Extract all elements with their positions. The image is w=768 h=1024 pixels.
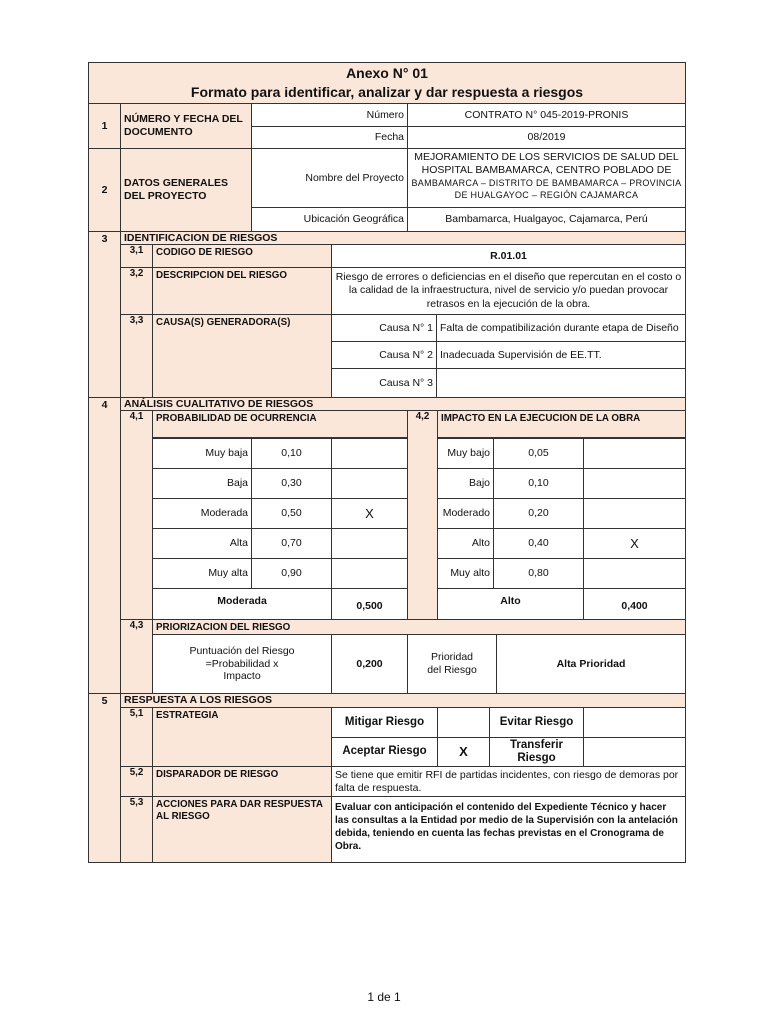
imp-result-label: Alto xyxy=(437,588,584,620)
imp-level-mark xyxy=(583,498,686,529)
imp-level-value: 0,20 xyxy=(493,498,584,529)
page-number: 1 de 1 xyxy=(367,990,401,1004)
puntuacion-value: 0,200 xyxy=(331,634,408,694)
cause-3-value xyxy=(436,368,686,398)
cause-2-value: Inadecuada Supervisión de EE.TT. xyxy=(436,341,686,369)
prob-level-value: 0,90 xyxy=(251,558,332,589)
i42-label: IMPACTO EN LA EJECUCION DE LA OBRA xyxy=(437,410,686,438)
imp-level-value: 0,40 xyxy=(493,528,584,559)
mitigar-option: Mitigar Riesgo xyxy=(331,707,438,738)
prob-level-value: 0,50 xyxy=(251,498,332,529)
numero-value: CONTRATO N° 045-2019-PRONIS xyxy=(407,103,686,127)
imp-level-value: 0,05 xyxy=(493,438,584,469)
prob-result-label: Moderada xyxy=(152,588,332,620)
form-title: Formato para identificar, analizar y dar respuesta a riesgos xyxy=(190,83,584,100)
puntuacion-line-3: Impacto xyxy=(223,670,261,683)
ubicacion-value: Bambamarca, Hualgayoc, Cajamarca, Perú xyxy=(407,207,686,232)
fecha-label: Fecha xyxy=(251,126,408,149)
r51-label: ESTRATEGIA xyxy=(152,707,332,767)
prob-level-mark xyxy=(331,438,408,469)
imp-level-label: Muy bajo xyxy=(437,438,494,469)
imp-level-value: 0,80 xyxy=(493,558,584,589)
section-3-number: 3 xyxy=(88,231,121,398)
section-4-number: 4 xyxy=(88,397,121,694)
r52-number: 5,2 xyxy=(120,766,153,797)
prob-level-mark xyxy=(331,558,408,589)
evitar-option: Evitar Riesgo xyxy=(489,707,584,738)
p41-label: PROBABILIDAD DE OCURRENCIA xyxy=(152,410,408,438)
section-1-label: NÚMERO Y FECHA DEL DOCUMENTO xyxy=(120,103,252,149)
nombre-proyecto-line-2: BAMBAMARCA – DISTRITO DE BAMBAMARCA – PROVINCIA DE HUALGAYOC – REGIÓN CAJAMARCA xyxy=(411,178,682,201)
numero-label: Número xyxy=(251,103,408,127)
prob-level-mark xyxy=(331,528,408,559)
imp-level-label: Alto xyxy=(437,528,494,559)
cause-1-label: Causa N° 1 xyxy=(331,314,437,342)
transferir-option: Transferir Riesgo xyxy=(489,737,584,767)
i42-number: 4,2 xyxy=(407,410,438,620)
prioridad-label xyxy=(407,634,497,694)
section-3-label: IDENTIFICACION DE RIESGOS xyxy=(120,231,686,245)
prob-level-value: 0,30 xyxy=(251,468,332,499)
imp-level-mark xyxy=(583,438,686,469)
prob-level-label: Baja xyxy=(152,468,252,499)
prioridad-line-2: del Riesgo xyxy=(427,664,477,676)
section-4-label: ANÁLISIS CUALITATIVO DE RIESGOS xyxy=(120,397,686,411)
acciones-value: Evaluar con anticipación el contenido del Expediente Técnico y hacer las consultas a la Entidad por medio de la Supervisión con la antelación debida, teniendo en cuenta las fechas previstas en el Cronograma de Obra. xyxy=(331,796,686,863)
risk-code-value: R.01.01 xyxy=(331,244,686,268)
prob-level-value: 0,70 xyxy=(251,528,332,559)
prob-level-label: Muy baja xyxy=(152,438,252,469)
nombre-proyecto-value xyxy=(407,148,686,208)
r51-number: 5,1 xyxy=(120,707,153,767)
r33-label: CAUSA(S) GENERADORA(S) xyxy=(152,314,332,398)
fecha-value: 08/2019 xyxy=(407,126,686,149)
prob-level-label: Muy alta xyxy=(152,558,252,589)
r33-number: 3,3 xyxy=(120,314,153,398)
section-2-number: 2 xyxy=(88,148,121,232)
cause-3-label: Causa N° 3 xyxy=(331,368,437,398)
section-1-number: 1 xyxy=(88,103,121,149)
imp-level-label: Moderado xyxy=(437,498,494,529)
risk-description-value: Riesgo de errores o deficiencias en el diseño que repercutan en el costo o la calidad de la infraestructura, nivel de servicio y/o puedan provocar retrasos en la ejecución de la obra. xyxy=(331,267,686,315)
r52-label: DISPARADOR DE RIESGO xyxy=(152,766,332,797)
imp-level-mark xyxy=(583,558,686,589)
r43-label: PRIORIZACION DEL RIESGO xyxy=(152,619,686,635)
aceptar-option: Aceptar Riesgo xyxy=(331,737,438,767)
prioridad-value: Alta Prioridad xyxy=(496,634,686,694)
section-5-label: RESPUESTA A LOS RIESGOS xyxy=(120,693,686,708)
r53-label: ACCIONES PARA DAR RESPUESTA AL RIESGO xyxy=(152,796,332,863)
cause-2-label: Causa N° 2 xyxy=(331,341,437,369)
puntuacion-line-1: Puntuación del Riesgo xyxy=(189,645,295,658)
prob-level-mark: X xyxy=(331,498,408,529)
section-5-number: 5 xyxy=(88,693,121,863)
section-2-label: DATOS GENERALES DEL PROYECTO xyxy=(120,148,252,232)
prob-result-value: 0,500 xyxy=(331,588,408,620)
r31-number: 3,1 xyxy=(120,244,153,268)
prob-level-label: Moderada xyxy=(152,498,252,529)
nombre-proyecto-line-1: MEJORAMIENTO DE LOS SERVICIOS DE SALUD DEL HOSPITAL BAMBAMARCA, CENTRO POBLADO DE xyxy=(414,151,679,177)
mitigar-mark xyxy=(437,707,490,738)
imp-level-value: 0,10 xyxy=(493,468,584,499)
r43-number: 4,3 xyxy=(120,619,153,694)
prob-level-mark xyxy=(331,468,408,499)
annex-title: Anexo N° 01 xyxy=(346,64,428,81)
imp-level-mark xyxy=(583,468,686,499)
r31-label: CODIGO DE RIESGO xyxy=(152,244,332,268)
aceptar-mark: X xyxy=(437,737,490,767)
evitar-mark xyxy=(583,707,686,738)
puntuacion-line-2: =Probabilidad x xyxy=(205,657,279,670)
imp-level-label: Bajo xyxy=(437,468,494,499)
puntuacion-label xyxy=(152,634,332,694)
p41-number: 4,1 xyxy=(120,410,153,620)
prob-level-value: 0,10 xyxy=(251,438,332,469)
r32-number: 3,2 xyxy=(120,267,153,315)
r32-label: DESCRIPCION DEL RIESGO xyxy=(152,267,332,315)
prob-level-label: Alta xyxy=(152,528,252,559)
ubicacion-label: Ubicación Geográfica xyxy=(251,207,408,232)
cause-1-value: Falta de compatibilización durante etapa de Diseño xyxy=(436,314,686,342)
imp-level-mark: X xyxy=(583,528,686,559)
r53-number: 5,3 xyxy=(120,796,153,863)
transferir-mark xyxy=(583,737,686,767)
imp-result-value: 0,400 xyxy=(583,588,686,620)
imp-level-label: Muy alto xyxy=(437,558,494,589)
disparador-value: Se tiene que emitir RFI de partidas incidentes, con riesgo de demoras por falta de respuesta. xyxy=(331,766,686,797)
prioridad-line-1: Prioridad xyxy=(430,651,474,664)
nombre-proyecto-label: Nombre del Proyecto xyxy=(251,148,408,208)
